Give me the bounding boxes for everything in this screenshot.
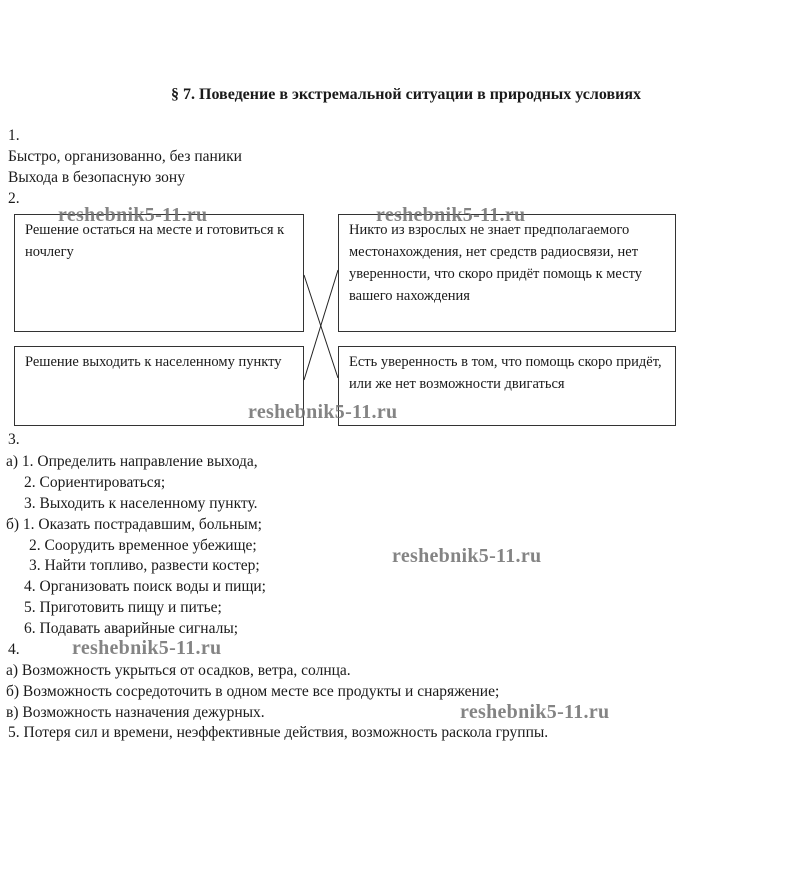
task2-number: 2. [8, 190, 20, 207]
watermark: reshebnik5-11.ru [460, 701, 610, 723]
task3-line: 2. Сориентироваться; [24, 474, 166, 491]
task4-line: в) Возможность назначения дежурных. [6, 704, 265, 721]
watermark: reshebnik5-11.ru [58, 204, 208, 226]
task1-line-1: Быстро, организованно, без паники [8, 148, 242, 165]
task3-line: а) 1. Определить направление выхода, [6, 453, 258, 470]
task3-line: 3. Найти топливо, развести костер; [29, 557, 260, 574]
watermark: reshebnik5-11.ru [376, 204, 526, 226]
watermark: reshebnik5-11.ru [392, 545, 542, 567]
task3-line: 6. Подавать аварийные сигналы; [24, 620, 239, 637]
connector-stay-to-help-coming [304, 275, 338, 378]
box-no-help-condition: Никто из взрослых не знает предполагаемого местонахождения, нет средств радиосвязи, нет уверенности, что скоро придёт помощь к месту вашего нахождения [338, 214, 676, 332]
task3-number: 3. [8, 431, 20, 448]
watermark: reshebnik5-11.ru [248, 401, 398, 423]
task1-number: 1. [8, 127, 20, 144]
task3-line: 4. Организовать поиск воды и пищи; [24, 578, 266, 595]
task4-line: б) Возможность сосредоточить в одном месте все продукты и снаряжение; [6, 683, 500, 700]
task5-line: 5. Потеря сил и времени, неэффективные действия, возможность раскола группы. [8, 724, 549, 741]
task3-line: б) 1. Оказать пострадавшим, больным; [6, 516, 262, 533]
page-title: § 7. Поведение в экстремальной ситуации в природных условиях [171, 86, 641, 103]
box-stay-decision: Решение остаться на месте и готовиться к ночлегу [14, 214, 304, 332]
watermark: reshebnik5-11.ru [72, 637, 222, 659]
box-help-coming-condition: Есть уверенность в том, что помощь скоро придёт, или же нет возможности двигаться [338, 346, 676, 426]
connector-leave-to-no-help [304, 270, 338, 380]
task3-line: 5. Приготовить пищу и питье; [24, 599, 222, 616]
task3-line: 2. Соорудить временное убежище; [29, 537, 257, 554]
task1-line-2: Выхода в безопасную зону [8, 169, 185, 186]
task4-number: 4. [8, 641, 20, 658]
task4-line: а) Возможность укрыться от осадков, ветра, солнца. [6, 662, 351, 679]
task3-line: 3. Выходить к населенному пункту. [24, 495, 258, 512]
box-leave-decision: Решение выходить к населенному пункту [14, 346, 304, 426]
